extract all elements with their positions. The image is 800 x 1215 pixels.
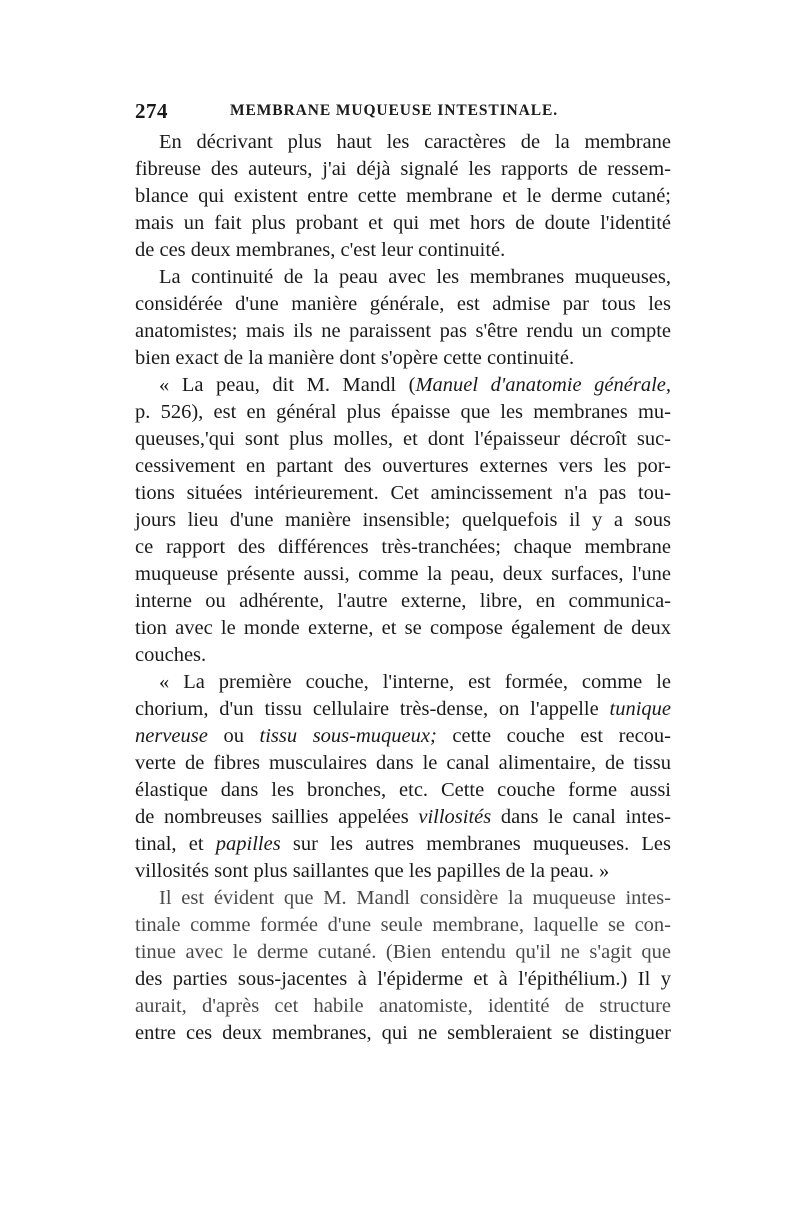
running-title: MEMBRANE MUQUEUSE INTESTINALE. — [230, 102, 559, 119]
italic-term: villosités — [418, 806, 492, 828]
text-line: p. 526), est en général plus épaisse que les membranes mu- — [135, 401, 671, 423]
text-line: interne ou adhérente, l'autre externe, libre, en communica- — [135, 590, 671, 612]
italic-title: Manuel d'anatomie générale, — [415, 374, 671, 396]
text-line: chorium, d'un tissu cellulaire très-dense, on l'appelle tunique — [135, 698, 671, 720]
text-line: tion avec le monde externe, et se compose également de deux — [135, 617, 671, 639]
text-line: « La peau, dit M. Mandl (Manuel d'anatomie générale, — [159, 374, 671, 396]
text-line: La continuité de la peau avec les membranes muqueuses, — [159, 266, 671, 288]
body-text — [135, 129, 671, 1047]
text-line: Il est évident que M. Mandl considère la muqueuse intes- — [159, 887, 671, 909]
text-line: couches. — [135, 644, 207, 666]
text-line: blance qui existent entre cette membrane et le derme cutané; — [135, 185, 671, 207]
text-line: des parties sous-jacentes à l'épiderme et à l'épithélium.) Il y — [135, 968, 671, 990]
text-line: nerveuse ou tissu sous-muqueux; cette couche est recou- — [135, 725, 672, 747]
text-line: cessivement en partant des ouvertures externes vers les por- — [135, 455, 671, 477]
text-line: muqueuse présente aussi, comme la peau, deux surfaces, l'une — [135, 563, 671, 585]
text-line: jours lieu d'une manière insensible; quelquefois il y a sous — [135, 509, 671, 531]
text-line: tinale comme formée d'une seule membrane, laquelle se con- — [135, 914, 671, 936]
text-line: bien exact de la manière dont s'opère cette continuité. — [135, 347, 575, 369]
text-line: élastique dans les bronches, etc. Cette couche forme aussi — [135, 779, 671, 801]
page-number: 274 — [135, 99, 168, 123]
text-line: tinal, et papilles sur les autres membranes muqueuses. Les — [135, 833, 671, 855]
text-line: mais un fait plus probant et qui met hors de doute l'identité — [135, 212, 671, 234]
text-line: tions situées intérieurement. Cet amincissement n'a pas tou- — [135, 482, 671, 504]
text-line: entre ces deux membranes, qui ne sembleraient se distinguer — [135, 1022, 671, 1044]
text-line: considérée d'une manière générale, est admise par tous les — [135, 293, 671, 315]
italic-term: tissu sous-muqueux; — [259, 725, 437, 747]
italic-term: nerveuse — [135, 725, 208, 747]
text-line: anatomistes; mais ils ne paraissent pas s'être rendu un compte — [135, 320, 671, 342]
text-line: « La première couche, l'interne, est formée, comme le — [159, 671, 671, 693]
text-line: villosités sont plus saillantes que les papilles de la peau. » — [135, 860, 610, 882]
text-line: verte de fibres musculaires dans le canal alimentaire, de tissu — [135, 752, 671, 774]
text-line: En décrivant plus haut les caractères de la membrane — [159, 131, 671, 153]
page-header — [135, 99, 667, 125]
text-line: fibreuse des auteurs, j'ai déjà signalé les rapports de ressem- — [135, 158, 671, 180]
text-line: ce rapport des différences très-tranchées; chaque membrane — [135, 536, 671, 558]
text-line: aurait, d'après cet habile anatomiste, identité de structure — [135, 995, 671, 1017]
text-line: tinue avec le derme cutané. (Bien entendu qu'il ne s'agit que — [135, 941, 671, 963]
italic-term: papilles — [215, 833, 281, 855]
text-line: queuses,'qui sont plus molles, et dont l'épaisseur décroît suc- — [135, 428, 671, 450]
text-line: de nombreuses saillies appelées villosités dans le canal intes- — [135, 806, 671, 828]
italic-term: tunique — [609, 698, 671, 720]
text-line: de ces deux membranes, c'est leur continuité. — [135, 239, 506, 261]
